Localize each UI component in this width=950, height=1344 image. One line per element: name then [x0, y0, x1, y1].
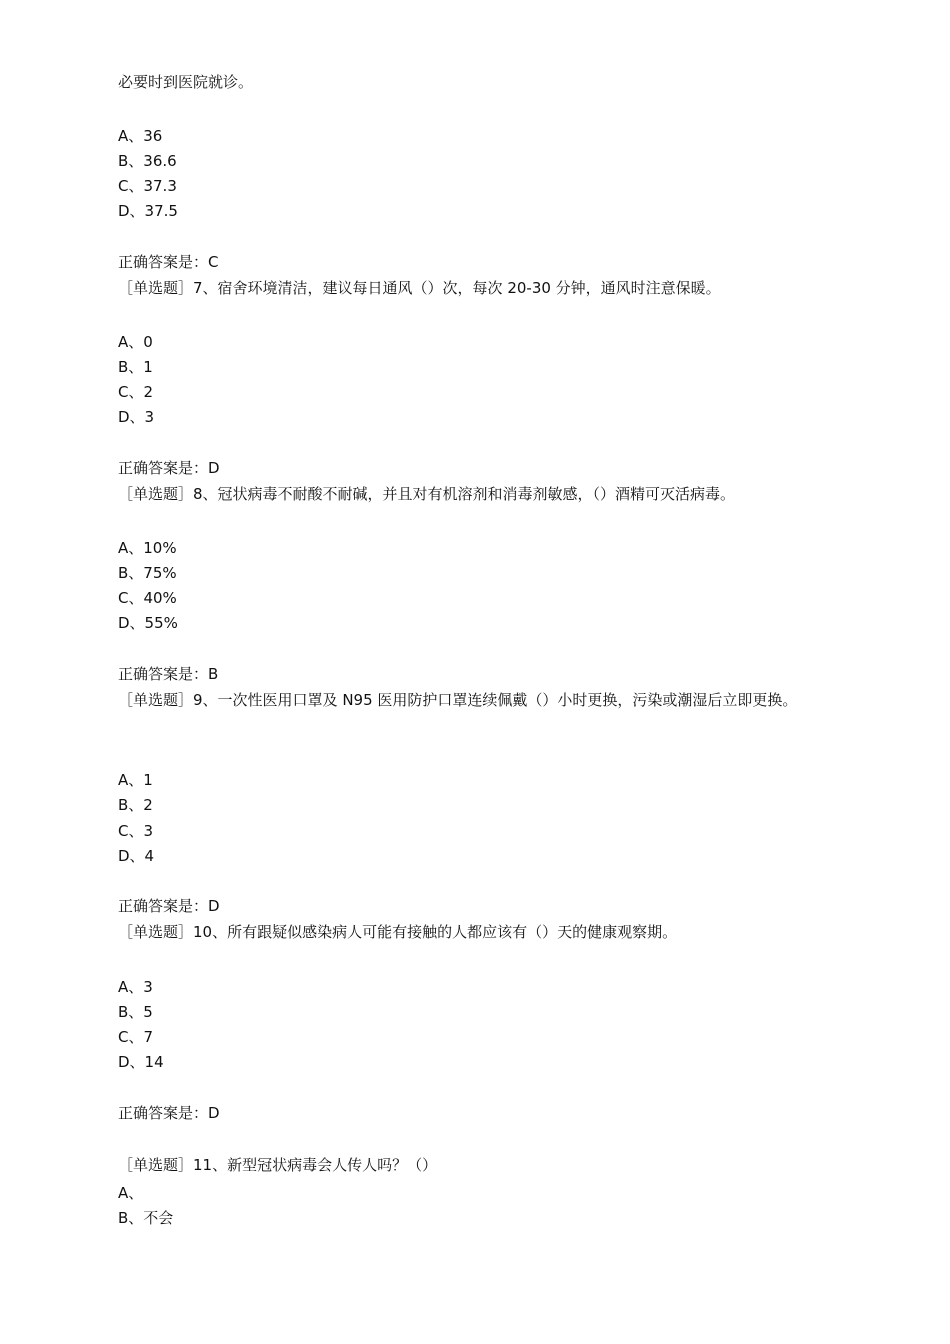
q9-option-b: B、2 — [118, 796, 153, 814]
q9-option-c: C、3 — [118, 822, 154, 840]
q10-option-a: A、3 — [118, 978, 153, 996]
q9-option-d: D、4 — [118, 847, 155, 865]
q7-option-c: C、2 — [118, 383, 154, 401]
q11-stem: ［单选题］11、新型冠状病毒会人传人吗？（） — [118, 1156, 438, 1174]
q8-stem: ［单选题］8、冠状病毒不耐酸不耐碱，并且对有机溶剂和消毒剂敏感，（）酒精可灭活病毒。 — [118, 485, 736, 503]
q8-option-a: A、10% — [118, 539, 177, 557]
q10-option-c: C、7 — [118, 1028, 154, 1046]
q6-option-c: C、37.3 — [118, 177, 177, 195]
q8-answer: 正确答案是：B — [118, 665, 219, 683]
q7-stem: ［单选题］7、宿舍环境清洁，建议每日通风（）次，每次 20-30 分钟，通风时注意保暖。 — [118, 279, 721, 297]
q9-stem: ［单选题］9、一次性医用口罩及 N95 医用防护口罩连续佩戴（）小时更换，污染或潮湿后立即更换。 — [118, 691, 798, 709]
q9-answer: 正确答案是：D — [118, 897, 220, 915]
intro-tail-text: 必要时到医院就诊。 — [118, 73, 254, 91]
q10-option-b: B、5 — [118, 1003, 153, 1021]
q7-option-b: B、1 — [118, 358, 153, 376]
q8-option-c: C、40% — [118, 589, 177, 607]
q7-answer: 正确答案是：D — [118, 459, 220, 477]
q6-option-b: B、36.6 — [118, 152, 177, 170]
q6-option-d: D、37.5 — [118, 202, 178, 220]
q7-option-d: D、3 — [118, 408, 155, 426]
q10-stem: ［单选题］10、所有跟疑似感染病人可能有接触的人都应该有（）天的健康观察期。 — [118, 923, 678, 941]
q6-option-a: A、36 — [118, 127, 163, 145]
q6-answer: 正确答案是：C — [118, 253, 219, 271]
q8-option-d: D、55% — [118, 614, 178, 632]
q11-option-a: A、 — [118, 1184, 144, 1202]
q8-option-b: B、75% — [118, 564, 177, 582]
q9-option-a: A、1 — [118, 771, 153, 789]
q11-option-b: B、不会 — [118, 1209, 174, 1227]
q10-answer: 正确答案是：D — [118, 1104, 220, 1122]
q10-option-d: D、14 — [118, 1053, 164, 1071]
q7-option-a: A、0 — [118, 333, 153, 351]
